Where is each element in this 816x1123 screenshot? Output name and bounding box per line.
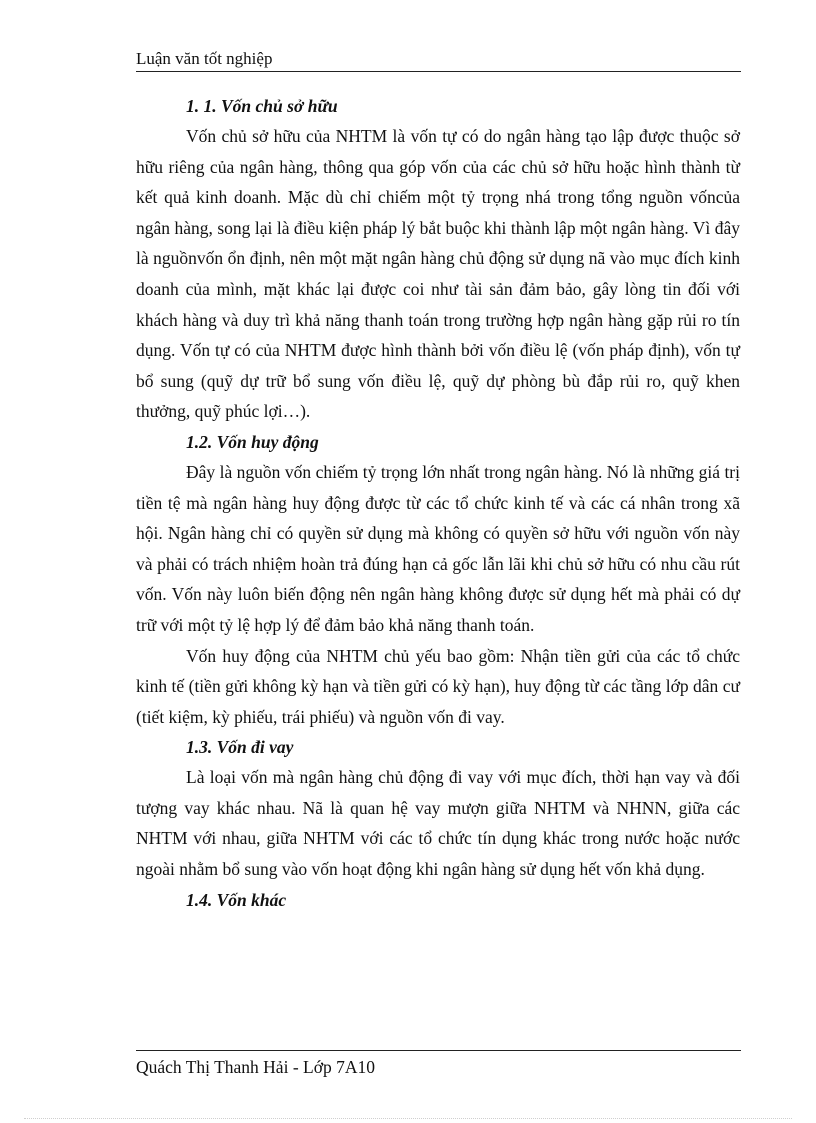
section-heading-von-huy-dong: 1.2. Vốn huy động [186,431,319,452]
section-heading-von-khac: 1.4. Vốn khác [186,889,287,910]
header-title: Luận văn tốt nghiệp [136,49,273,68]
paragraph-von-huy-dong-2: Vốn huy động của NHTM chủ yếu bao gồm: Nhận tiền gửi của các tổ chức kinh tế (tiền gửi không kỳ hạn và tiền gửi có kỳ hạn), huy động từ các tầng lớp dân cư (tiết kiệm, kỳ phiếu, trái phiếu) và nguồn vốn đi vay. [136,645,740,727]
paragraph-von-di-vay: Là loại vốn mà ngân hàng chủ động đi vay với mục đích, thời hạn vay và đối tượng vay khác nhau. Nã là quan hệ vay mượn giữa NHTM và NHNN, giữa các NHTM với nhau, giữa NHTM với các tổ chức tín dụng khác trong nước hoặc nước ngoài nhằm bổ sung vào vốn hoạt động khi ngân hàng sử dụng hết vốn khả dụng. [136,767,740,880]
page-bottom-divider [24,1118,792,1119]
page-header [136,47,741,72]
document-body [136,91,740,915]
section-heading-von-chu-so-huu: 1. 1. Vốn chủ sở hữu [186,96,338,116]
footer-author: Quách Thị Thanh Hải - Lớp 7A10 [136,1057,375,1077]
paragraph-von-chu-so-huu: Vốn chủ sở hữu của NHTM là vốn tự có do ngân hàng tạo lập được thuộc sở hữu riêng của ngân hàng, thông qua góp vốn của các chủ sở hữu hoặc hình thành từ kết quả kinh doanh. Mặc dù chỉ chiếm một tỷ trọng nhá trong tổng nguồn vốncủa ngân hàng, song lại là điều kiện pháp lý bắt buộc khi thành lập một ngân hàng. Vì đây là nguồnvốn ổn định, nên một mặt ngân hàng chủ động sử dụng nã vào mục đích kinh doanh của mình, mặt khác lại được coi như tài sản đảm bảo, gây lòng tin đối với khách hàng và duy trì khả năng thanh toán trong trường hợp ngân hàng gặp rủi ro tín dụng. Vốn tự có của NHTM được hình thành bởi vốn điều lệ (vốn pháp định), vốn tự bổ sung (quỹ dự trữ bổ sung vốn điều lệ, quỹ dự phòng bù đắp rủi ro, quỹ khen thưởng, quỹ phúc lợi…). [136,126,740,422]
page-footer [136,1050,741,1080]
paragraph-von-huy-dong-1: Đây là nguồn vốn chiếm tỷ trọng lớn nhất trong ngân hàng. Nó là những giá trị tiền tệ mà ngân hàng huy động được từ các tổ chức kinh tế và các cá nhân trong xã hội. Ngân hàng chỉ có quyền sử dụng mà không có quyền sở hữu với nguồn vốn này và phải có trách nhiệm hoàn trả đúng hạn cả gốc lẫn lãi khi chủ sở hữu có nhu cầu rút vốn. Vốn này luôn biến động nên ngân hàng không được sử dụng hết mà phải có dự trữ với một tỷ lệ hợp lý để đảm bảo khả năng thanh toán. [136,461,740,635]
section-heading-von-di-vay: 1.3. Vốn đi vay [186,737,294,758]
